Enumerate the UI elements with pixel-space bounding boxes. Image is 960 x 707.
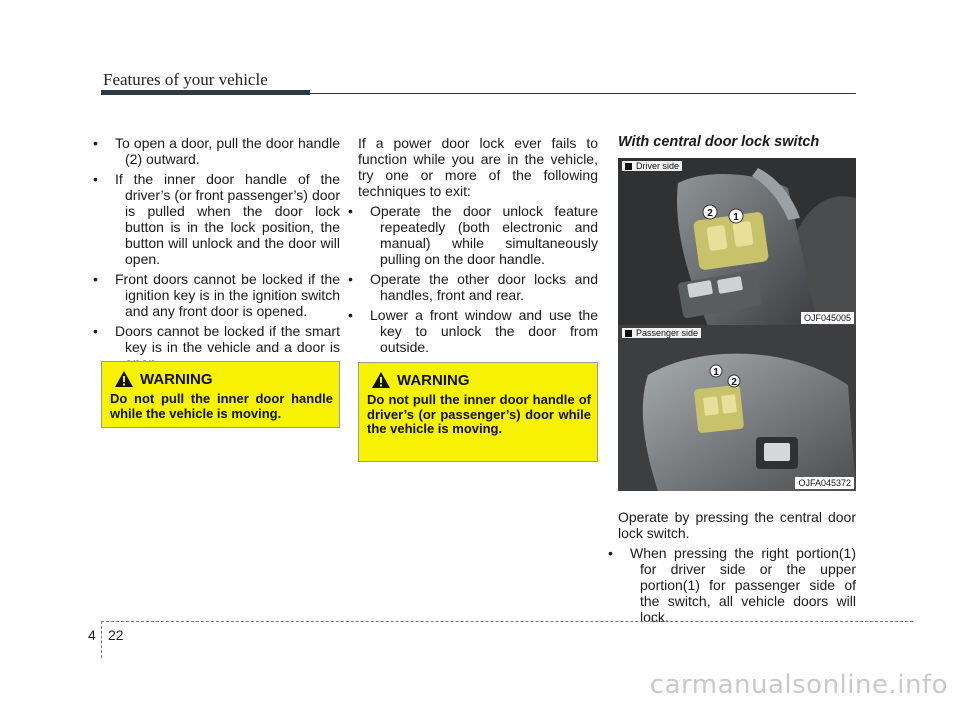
warning-header [371,371,470,389]
figure-label [622,161,682,171]
column-3-intro: Operate by pressing the central door lock switch. [618,509,856,541]
figure-label-text: Passenger side [636,328,699,338]
list-item: • Doors cannot be locked if the smart key is in the vehicle and a door is [103,323,340,371]
list-item: • Operate the door unlock feature repeatedly (both electronic and manual) while simultaneously pulling on the door handle. [358,203,598,267]
warning-text: Do not pull the inner door handle of driver’s (or passenger’s) door while the vehicle is moving. [367,392,591,436]
warning-title: WARNING [140,370,213,388]
page-number: 22 [108,627,124,643]
footer-rule [101,621,913,622]
callout-label: 1 [733,212,739,223]
warning-box-1 [101,361,340,428]
driver-door-switch-illustration [618,158,856,326]
figure-code: OJFA045372 [795,477,854,489]
warning-triangle-icon [114,370,134,388]
list-item: • To open a door, pull the door handle (2) outward. [103,135,340,167]
page-header-title: Features of your vehicle [103,70,268,89]
list-item: • If the inner door handle of the driver’s (or front passenger’s) door is pulled when the door lock button is in the lock position, the button will unlock and the door will open. [103,171,340,267]
list-item: • Lower a front window and use the key to unlock the door from outside. [358,307,598,355]
watermark: carmanualsonline.info [649,670,948,700]
callout-label: 2 [731,377,737,388]
callout-label: 2 [707,208,713,219]
warning-text: Do not pull the inner door handle while the vehicle is moving. [110,391,333,421]
warning-header [114,370,213,388]
list-item: • Front doors cannot be locked if the ignition key is in the ignition switch and any front door is opened. [103,271,340,319]
figure-driver-side [618,158,856,326]
figure-passenger-side [618,325,856,491]
list-item: • Operate the other door locks and handles, front and rear. [358,271,598,303]
figure-label-text: Driver side [636,161,680,171]
warning-triangle-icon [371,371,391,389]
column-1-bullets [103,135,340,371]
square-bullet-icon [625,330,632,337]
square-bullet-icon [625,163,632,170]
column-2 [358,135,598,359]
column-3-bullets [618,545,856,625]
callout-label: 1 [713,367,719,378]
header-rule-thick [101,90,310,95]
footer-rule-vertical [101,621,102,658]
section-heading: With central door lock switch [618,134,820,150]
column-2-bullets [358,203,598,355]
figure-code: OJF045005 [801,312,854,324]
chapter-number: 4 [88,627,96,643]
column-3 [618,509,856,629]
passenger-door-switch-illustration [618,325,856,491]
warning-title: WARNING [397,371,470,389]
column-2-intro: If a power door lock ever fails to function while you are in the vehicle, try one or more of the following techniques to exit: [358,135,598,199]
warning-box-2 [358,362,598,462]
header-rule-thin [310,93,856,94]
list-item: • When pressing the right portion(1) for driver side or the upper portion(1) for passenger side of the switch, all vehicle doors will lock. [618,545,856,625]
column-1 [103,135,340,375]
figure-label [622,328,701,338]
